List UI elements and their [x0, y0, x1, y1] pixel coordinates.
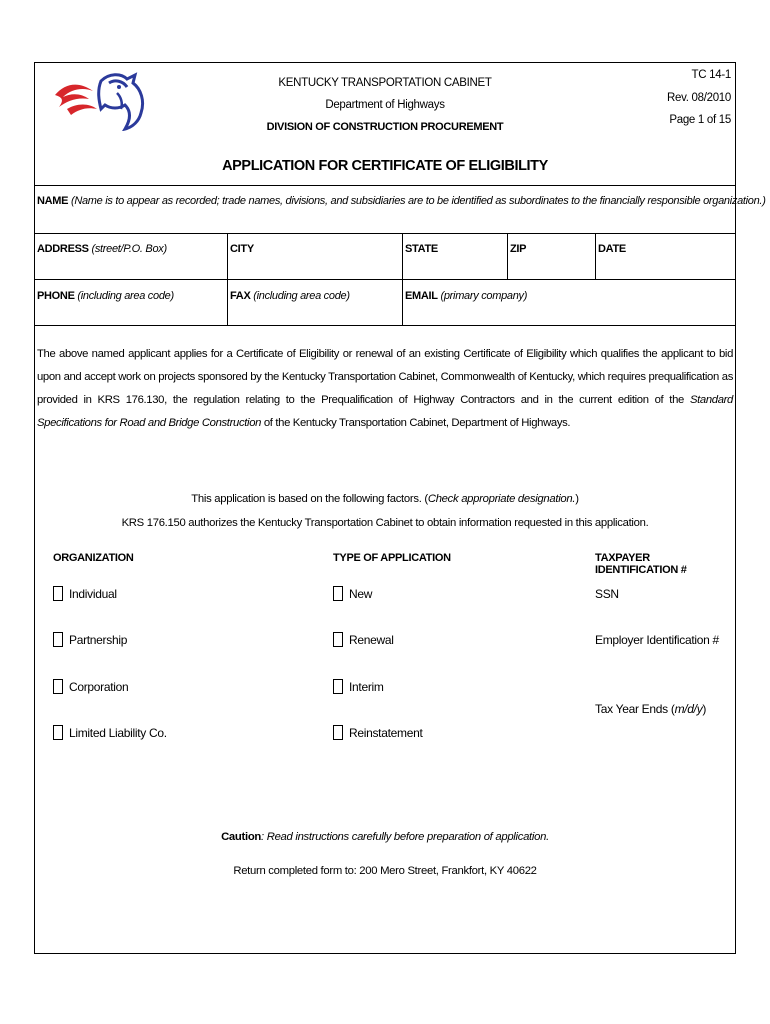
phone-field[interactable] — [37, 290, 174, 302]
phone-note: (including area code) — [77, 290, 174, 302]
fax-field[interactable] — [230, 290, 350, 302]
reinstatement-checkbox[interactable]: Reinstatement — [333, 725, 422, 740]
address-label: ADDRESS — [37, 243, 89, 255]
form-title: APPLICATION FOR CERTIFICATE OF ELIGIBILITY — [222, 158, 548, 174]
email-field[interactable] — [405, 290, 527, 302]
agency-name: KENTUCKY TRANSPORTATION CABINET — [278, 77, 492, 89]
ssn-field[interactable]: SSN — [595, 587, 619, 601]
divider — [35, 325, 735, 326]
division-name: DIVISION OF CONSTRUCTION PROCUREMENT — [266, 121, 504, 133]
state-field[interactable] — [405, 243, 438, 255]
city-field[interactable] — [230, 243, 254, 255]
factors-instruction: This application is based on the following factors. (Check appropriate designation.) — [191, 493, 579, 505]
return-address: Return completed form to: 200 Mero Street, Frankfort, KY 40622 — [233, 865, 537, 877]
form-revision: Rev. 08/2010 — [667, 92, 731, 104]
kentucky-horse-logo-icon — [53, 69, 153, 131]
fax-label: FAX — [230, 290, 251, 302]
corporation-checkbox[interactable]: Corporation — [53, 679, 128, 694]
tax-year-field[interactable]: Tax Year Ends (m/d/y) — [595, 702, 707, 716]
name-note: (Name is to appear as recorded; trade names, divisions, and subsidiaries are to be identified as subordinates to the financially responsible organization.) — [70, 195, 766, 207]
caution-note: Caution: Read instructions carefully before preparation of application. — [221, 831, 549, 843]
divider — [507, 233, 508, 279]
application-type-heading: TYPE OF APPLICATION — [333, 552, 451, 564]
ein-field[interactable]: Employer Identification # — [595, 633, 719, 647]
address-note: (street/P.O. Box) — [91, 243, 167, 255]
organization-heading: ORGANIZATION — [53, 552, 134, 564]
date-field[interactable] — [598, 243, 626, 255]
partnership-checkbox[interactable]: Partnership — [53, 632, 127, 647]
city-label: CITY — [230, 243, 254, 255]
address-field[interactable] — [37, 243, 167, 255]
divider — [35, 185, 735, 186]
zip-label: ZIP — [510, 243, 527, 255]
krs-authorization: KRS 176.150 authorizes the Kentucky Transportation Cabinet to obtain information requested in this application. — [121, 517, 649, 529]
fax-note: (including area code) — [253, 290, 350, 302]
applicant-statement: The above named applicant applies for a Certificate of Eligibility or renewal of an existing Certificate of Eligibility which qualifies the applicant to bid upon and accept work on projects sponsored by the Kentucky Transportation Cabinet, Commonwealth of Kentucky, which requires prequalification as provided in KRS 176.130, the regulation relating to the Prequalification of Highway Contractors and in the current edition of the Standard Specifications for Road and Bridge Construction of the Kentucky Transportation Cabinet, Department of Highways. — [37, 348, 733, 429]
email-label: EMAIL — [405, 290, 438, 302]
department-name: Department of Highways — [325, 99, 445, 111]
renewal-checkbox[interactable]: Renewal — [333, 632, 394, 647]
zip-field[interactable] — [510, 243, 526, 255]
name-field[interactable] — [37, 195, 766, 207]
email-note: (primary company) — [440, 290, 528, 302]
phone-label: PHONE — [37, 290, 75, 302]
form-number: TC 14-1 — [691, 69, 731, 81]
application-form — [34, 62, 766, 954]
divider — [595, 233, 596, 279]
name-label: NAME — [37, 195, 69, 207]
individual-checkbox[interactable]: Individual — [53, 586, 117, 601]
llc-checkbox[interactable]: Limited Liability Co. — [53, 725, 167, 740]
state-label: STATE — [405, 243, 438, 255]
divider — [35, 233, 735, 234]
divider — [35, 279, 735, 280]
interim-checkbox[interactable]: Interim — [333, 679, 384, 694]
taxpayer-id-heading: TAXPAYER IDENTIFICATION # — [595, 552, 687, 576]
date-label: DATE — [598, 243, 626, 255]
page-number: Page 1 of 15 — [669, 114, 731, 126]
new-checkbox[interactable]: New — [333, 586, 372, 601]
